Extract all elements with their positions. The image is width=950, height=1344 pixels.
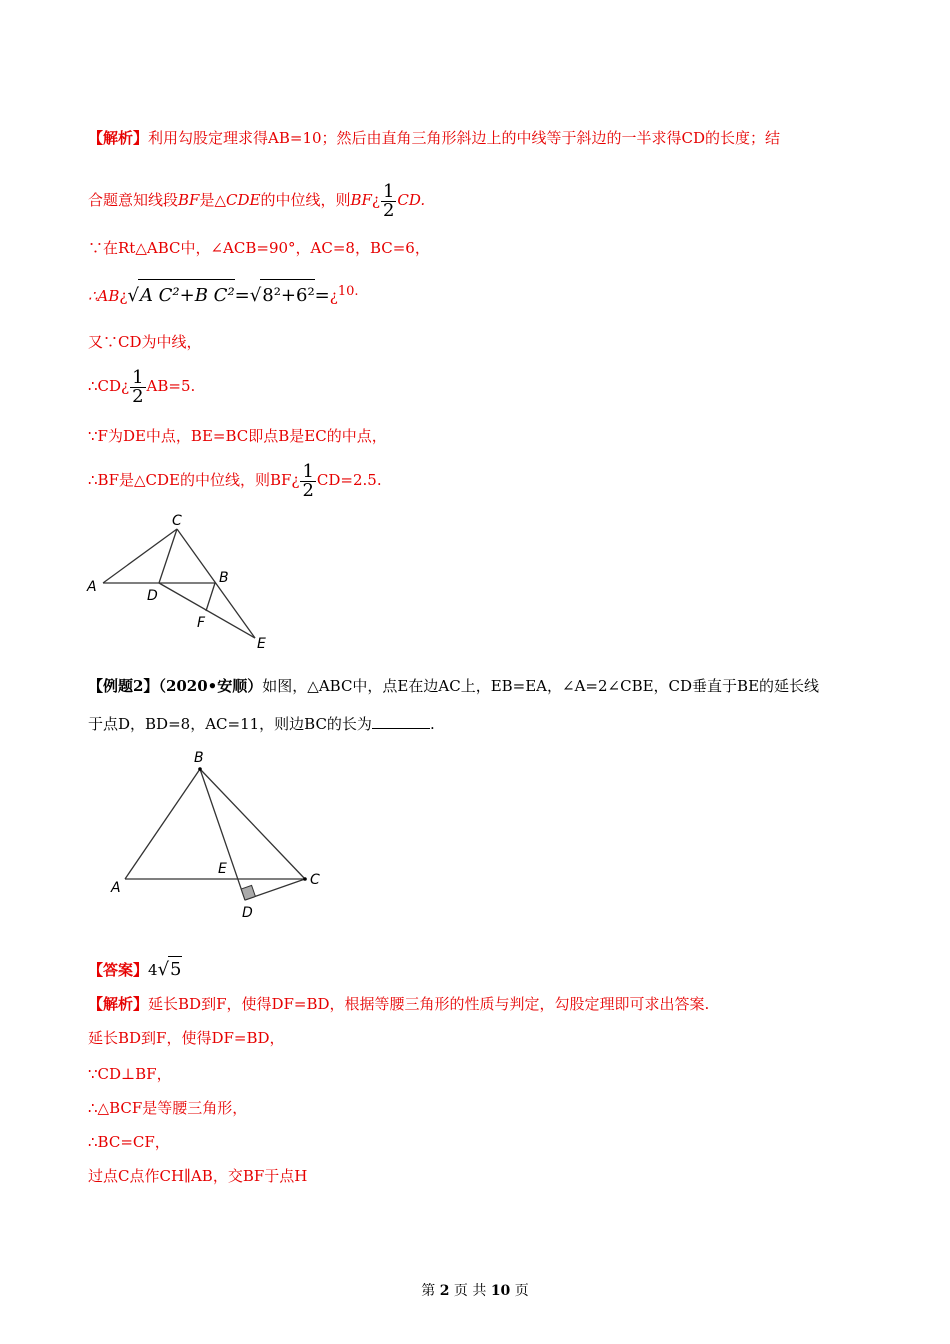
frac-num: 1 xyxy=(302,460,314,482)
analysis1-line2 xyxy=(88,180,425,220)
text: 合题意知线段 xyxy=(88,191,179,209)
analysis2-line3: ∵CD⊥BF， xyxy=(88,1065,172,1083)
fraction-half xyxy=(381,180,396,221)
analysis2-line2: 延长BD到F，使得DF=BD， xyxy=(88,1029,285,1047)
step2 xyxy=(88,276,359,308)
example-tag: 【例题2】 xyxy=(88,677,159,695)
var: BF xyxy=(178,191,200,209)
text: ∴BF是△CDE的中位线，则BF xyxy=(88,471,292,489)
step3: 又∵CD为中线， xyxy=(88,333,202,351)
analysis-bracket: 【解析】 xyxy=(88,995,149,1013)
glyph: ¿ xyxy=(119,287,128,305)
glyph: ¿ xyxy=(291,471,300,489)
example-text: 如图，△ABC中，点E在边AC上，EB=EA，∠A=2∠CBE，CD垂直于BE的延长线 xyxy=(262,677,820,695)
radicand: 5 xyxy=(168,956,181,983)
fraction-half xyxy=(300,460,315,501)
fig2-label-e: E xyxy=(218,861,227,877)
analysis2-line4: ∴△BCF是等腰三角形， xyxy=(88,1099,248,1117)
text: ∴CD xyxy=(88,377,122,395)
analysis1-line1 xyxy=(88,128,780,148)
frac-den: 2 xyxy=(132,385,144,407)
frac-num: 1 xyxy=(382,180,395,202)
fig1-label-f: F xyxy=(197,615,206,631)
example2-line2 xyxy=(88,714,435,734)
step5: ∵F为DE中点，BE=BC即点B是EC的中点， xyxy=(88,427,387,445)
right-angle-mark xyxy=(241,885,255,900)
text: CD=2.5. xyxy=(316,471,382,489)
var: CD. xyxy=(397,191,426,209)
analysis2-line1 xyxy=(88,994,709,1014)
answer-line xyxy=(88,956,182,982)
page-number: 2 xyxy=(439,1283,450,1299)
result: 10. xyxy=(337,284,359,299)
fig1-label-c: C xyxy=(172,513,182,529)
fig1-label-a: A xyxy=(87,579,97,595)
text: 是△ xyxy=(199,191,226,209)
frac-num: 1 xyxy=(132,366,144,388)
radicand: A C²+B C² xyxy=(138,279,235,312)
fig1-label-d: D xyxy=(147,588,158,604)
example-text: 于点D，BD=8，AC=11，则边BC的长为 xyxy=(88,715,372,733)
footer-text: 页 共 xyxy=(453,1283,487,1299)
footer-text: 第 xyxy=(421,1283,436,1299)
text: 的中位线，则 xyxy=(260,191,351,209)
answer-coef: 4 xyxy=(148,961,158,979)
frac-den: 2 xyxy=(382,199,395,221)
var: BF xyxy=(350,191,372,209)
text: ∴AB xyxy=(88,287,120,305)
figure-1 xyxy=(80,505,290,655)
eq: = xyxy=(314,285,330,306)
analysis-text: 利用勾股定理求得AB=10；然后由直角三角形斜边上的中线等于斜边的一半求得CD的长度；结 xyxy=(148,129,781,147)
step1: ∵在Rt△ABC中，∠ACB=90°，AC=8，BC=6， xyxy=(88,239,430,257)
fig2-label-c: C xyxy=(310,872,320,888)
period: . xyxy=(429,715,435,733)
sqrt-expr: √A C²+B C²=√8²+6²= xyxy=(127,285,329,306)
answer-sqrt: √5 xyxy=(158,959,182,980)
analysis2-line5: ∴BC=CF， xyxy=(88,1133,170,1151)
glyph: ¿ xyxy=(329,287,338,305)
answer-blank xyxy=(372,714,430,729)
fig1-label-b: B xyxy=(219,570,229,586)
answer-bracket: 【答案】 xyxy=(88,961,149,979)
eq: = xyxy=(234,285,250,306)
example2-line1 xyxy=(88,676,819,696)
example-source: （2020•安顺） xyxy=(158,677,263,695)
fraction-half xyxy=(130,366,145,407)
analysis-bracket: 【解析】 xyxy=(88,129,149,147)
footer-text: 页 xyxy=(514,1283,529,1299)
fig2-label-d: D xyxy=(242,905,253,921)
figure-2 xyxy=(105,742,335,922)
analysis-text: 延长BD到F，使得DF=BD，根据等腰三角形的性质与判定，勾股定理即可求出答案. xyxy=(148,995,710,1013)
glyph: ¿ xyxy=(121,377,130,395)
page-footer xyxy=(0,1280,950,1300)
page-total: 10 xyxy=(490,1283,511,1299)
var: CDE xyxy=(226,191,261,209)
glyph: ¿ xyxy=(371,191,380,209)
analysis2-line6: 过点C点作CH∥AB，交BF于点H xyxy=(88,1167,308,1185)
text: AB=5. xyxy=(146,377,196,395)
step6 xyxy=(88,460,382,500)
frac-den: 2 xyxy=(302,479,314,501)
fig2-label-b: B xyxy=(194,750,204,766)
fig1-label-e: E xyxy=(257,636,266,652)
step4 xyxy=(88,366,195,406)
fig2-label-a: A xyxy=(111,880,121,896)
radicand: 8²+6² xyxy=(260,279,314,312)
